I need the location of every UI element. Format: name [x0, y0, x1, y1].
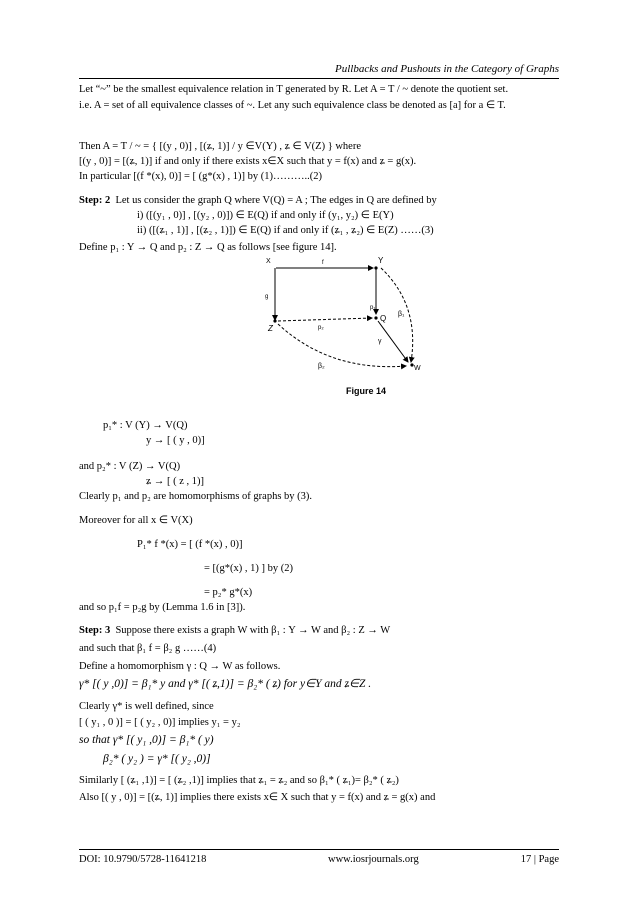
- text-line: ʑ → [ ( z , 1)]: [146, 476, 204, 487]
- text-line: and so p₁f = p₂g by (Lemma 1.6 in [3]).: [79, 602, 246, 613]
- text-line: Let us consider the graph Q where V(Q) = A ; The edges in Q are defined by: [115, 195, 437, 206]
- node-w-label: W: [414, 365, 421, 372]
- math-line: γ* [( y ,0)] = β₁* y and γ* [( ʑ,1)] = β₂* ( ʑ) for y∈Y and ʑ∈Z .: [79, 678, 372, 690]
- arrow-beta2: [278, 324, 406, 367]
- edge-f-label: f: [322, 260, 324, 266]
- text-line: and such that β₁ f = β₂ g ……(4): [79, 643, 217, 654]
- text-line: = [(g*(x) , 1) ] by (2): [204, 563, 294, 574]
- footer-rule: [79, 849, 559, 850]
- text-line: i) ([(y₁ , 0)] , [(y₂ , 0)]) ∈ E(Q) if and only if (y₁, y₂) ∈ E(Y): [137, 210, 394, 221]
- math-line: so that γ* [( y₁ ,0)] = β₁* ( y): [79, 734, 214, 746]
- edge-p1-label: p₁: [370, 305, 376, 311]
- edge-beta2-label: β₂: [318, 363, 325, 370]
- node-q-dot: [374, 316, 377, 319]
- footer-site: www.iosrjournals.org: [328, 854, 419, 865]
- edge-p2-label: p₂: [318, 325, 324, 331]
- node-y-label: Y: [378, 256, 384, 265]
- text-line: Clearly γ* is well defined, since: [79, 701, 214, 712]
- arrow-gamma: [378, 321, 408, 362]
- running-header: Pullbacks and Pushouts in the Category of Graphs: [335, 63, 559, 75]
- step-label: Step: 2: [79, 195, 111, 206]
- text-line: Moreover for all x ∈ V(X): [79, 515, 193, 526]
- text-line: P₁* f *(x) = [ (f *(x) , 0)]: [137, 539, 243, 550]
- text-line: and p₂* : V (Z) → V(Q): [79, 461, 181, 472]
- edge-beta1-label: β₁: [398, 311, 405, 318]
- text-line: [ ( y₁ , 0 )] = [ ( y₂ , 0)] implies y₁ = y₂: [79, 717, 241, 728]
- text-line: Also [( y , 0)] = [(ʑ, 1)] implies there exists x∈ X such that y = f(x) and ʑ = g(x) and: [79, 792, 436, 803]
- node-y-dot: [374, 266, 377, 269]
- text-line: In particular [(f *(x), 0)] = [ (g*(x) , 1)] by (1)………..(2): [79, 171, 322, 182]
- text-line: Define p₁ : Y → Q and p₂ : Z → Q as follows [see figure 14].: [79, 242, 337, 253]
- step-label: Step: 3: [79, 625, 111, 636]
- node-z-label: Z: [268, 324, 273, 333]
- text-line: Suppose there exists a graph W with β₁ : Y → W and β₂ : Z → W: [115, 625, 391, 636]
- text-line: Then A = T / ~ = { [(y , 0)] , [(ʑ, 1)] / y ∈V(Y) , ʑ ∈ V(Z) } where: [79, 141, 362, 152]
- edge-g-label: g: [265, 294, 269, 300]
- footer-page: 17 | Page: [520, 854, 559, 865]
- text-line: Clearly p₁ and p₂ are homomorphisms of graphs by (3).: [79, 491, 313, 502]
- text-line: Define a homomorphism γ : Q → W as follows.: [79, 661, 281, 672]
- math-line: β₂* ( y₂ ) = γ* [( y₂ ,0)]: [103, 753, 211, 765]
- arrow-p2: [278, 318, 372, 321]
- node-x-label: X: [266, 258, 271, 265]
- node-q-label: Q: [380, 314, 387, 323]
- figure-caption: Figure 14: [346, 386, 387, 396]
- text-line: ii) ([(ʑ₁ , 1)] , [(ʑ₂ , 1)]) ∈ E(Q) if and only if (ʑ₁ , ʑ₂) ∈ E(Z) ……(3): [137, 225, 434, 236]
- node-z-dot: [273, 319, 276, 322]
- text-line: Similarly [ (ʑ₁ ,1)] = [ (ʑ₂ ,1)] implies that ʑ₁ = ʑ₂ and so β₁* ( ʑ₁)= β₂* ( ʑ₂): [79, 775, 399, 786]
- edge-gamma-label: γ: [378, 338, 382, 345]
- text-line: y → [ ( y , 0)]: [146, 435, 205, 446]
- text-line: [(y , 0)] = [(ʑ, 1)] if and only if there exists x∈X such that y = f(x) and ʑ = g(x).: [79, 156, 417, 167]
- footer-doi: DOI: 10.9790/5728-11641218: [79, 854, 207, 865]
- text-line: Let “~” be the smallest equivalence relation in T generated by R. Let A = T / ~ denote the quotient set.: [79, 84, 509, 95]
- text-line: i.e. A = set of all equivalence classes of ~. Let any such equivalence class be denoted as [a] for a ∈ T.: [79, 100, 506, 111]
- text-line: p₁* : V (Y) → V(Q): [103, 420, 188, 431]
- step-3-line: [79, 624, 390, 637]
- text-line: = p₂* g*(x): [204, 587, 253, 598]
